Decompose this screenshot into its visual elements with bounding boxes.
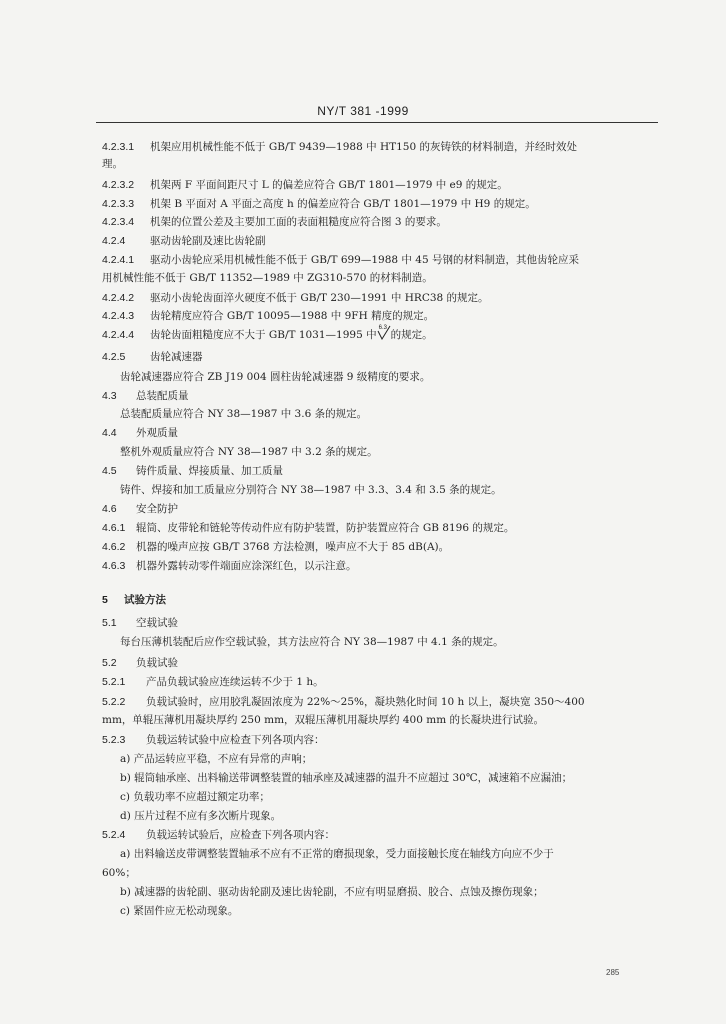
section-heading: 4.2.5 齿轮减速器 (102, 351, 203, 363)
roughness-symbol-icon: 6.3 (377, 327, 391, 341)
clause-line: 4.2.3.3 机架 B 平面对 A 平面之高度 h 的偏差应符合 GB/T 1801—1979 中 H9 的规定。 (102, 198, 536, 210)
page-number: 285 (606, 968, 620, 977)
page-header: NY/T 381 -1999 (317, 104, 409, 118)
section-heading: 4.2.4 驱动齿轮副及速比齿轮副 (102, 235, 266, 247)
clause-line: 齿轮减速器应符合 ZB J19 004 圆柱齿轮减速器 9 级精度的要求。 (120, 371, 431, 383)
clause-line: 整机外观质量应符合 NY 38—1987 中 3.2 条的规定。 (120, 446, 378, 458)
clause-line: 4.2.3.4 机架的位置公差及主要加工面的表面粗糙度应符合图 3 的要求。 (102, 216, 447, 228)
clause-line: 用机械性能不低于 GB/T 11352—1989 中 ZG310-570 的材料制造。 (102, 272, 433, 284)
list-item: d) 压片过程不应有多次断片现象。 (120, 810, 282, 822)
clause-line: 每台压薄机装配后应作空载试验，其方法应符合 NY 38—1987 中 4.1 条的规定。 (120, 636, 504, 648)
clause-line: 5.2.4 负载运转试验后，应检查下列各项内容： (102, 829, 335, 841)
clause-line: 4.2.3.2 机架两 F 平面间距尺寸 L 的偏差应符合 GB/T 1801—1979 中 e9 的规定。 (102, 179, 508, 191)
list-item: c) 紧固件应无松动现象。 (120, 905, 239, 917)
clause-line: mm，单辊压薄机用凝块厚约 250 mm，双辊压薄机用凝块厚约 400 mm 的长凝块进行试验。 (102, 714, 545, 726)
clause-line: 5.2.1 产品负载试验应连续运转不少于 1 h。 (102, 676, 324, 688)
header-rule (96, 122, 658, 123)
list-item: a) 出料输送皮带调整装置轴承不应有不正常的磨损现象，受力面接触长度在轴线方向应不少于 (120, 848, 554, 860)
section-heading: 4.6 安全防护 (102, 503, 178, 515)
clause-line: 4.6.2 机器的噪声应按 GB/T 3768 方法检测，噪声应不大于 85 dB(A)。 (102, 541, 450, 553)
clause-line: 5.2.2 负载试验时，应用胶乳凝固浓度为 22%～25%，凝块熟化时间 10 h 以上，凝块宽 350～400 (102, 696, 585, 708)
clause-line: 4.2.4.2 驱动小齿轮齿面淬火硬度不低于 GB/T 230—1991 中 HRC38 的规定。 (102, 292, 489, 304)
section-heading: 4.4 外观质量 (102, 427, 178, 439)
list-item: c) 负载功率不应超过额定功率； (120, 791, 270, 803)
list-item: 60%； (102, 867, 136, 879)
clause-line: 4.2.4.4 齿轮齿面粗糙度应不大于 GB/T 1031—1995 中 6.3 的规定。 (102, 325, 433, 341)
list-item: b) 辊筒轴承座、出料输送带调整装置的轴承座及减速器的温升不应超过 30℃，减速箱不应漏油； (120, 772, 573, 784)
section-heading: 4.3 总装配质量 (102, 390, 189, 402)
clause-line: 4.2.3.1 机架应用机械性能不低于 GB/T 9439—1988 中 HT150 的灰铸铁的材料制造，并经时效处 (102, 141, 577, 153)
clause-line: 4.2.4.3 齿轮精度应符合 GB/T 10095—1988 中 9FH 精度的规定。 (102, 310, 435, 322)
clause-line: 4.6.3 机器外露转动零件端面应涂深红色，以示注意。 (102, 560, 357, 572)
clause-line: 4.6.1 辊筒、皮带轮和链轮等传动件应有防护装置，防护装置应符合 GB 8196 的规定。 (102, 522, 515, 534)
clause-line: 总装配质量应符合 NY 38—1987 中 3.6 条的规定。 (120, 408, 368, 420)
section-heading: 5.1 空载试验 (102, 617, 178, 629)
clause-line: 4.2.4.1 驱动小齿轮应采用机械性能不低于 GB/T 699—1988 中 45 号钢的材料制造，其他齿轮应采 (102, 254, 579, 266)
chapter-heading: 5 试验方法 (102, 594, 166, 606)
section-heading: 4.5 铸件质量、焊接质量、加工质量 (102, 465, 283, 477)
section-heading: 5.2 负载试验 (102, 657, 178, 669)
clause-line: 铸件、焊接和加工质量应分别符合 NY 38—1987 中 3.3、3.4 和 3.5 条的规定。 (120, 484, 502, 496)
clause-line: 理。 (102, 158, 123, 170)
list-item: b) 减速器的齿轮副、驱动齿轮副及速比齿轮副，不应有明显磨损、胶合、点蚀及擦伤现象； (120, 886, 544, 898)
list-item: a) 产品运转应平稳，不应有异常的声响； (120, 753, 313, 765)
clause-line: 5.2.3 负载运转试验中应检查下列各项内容： (102, 734, 325, 746)
